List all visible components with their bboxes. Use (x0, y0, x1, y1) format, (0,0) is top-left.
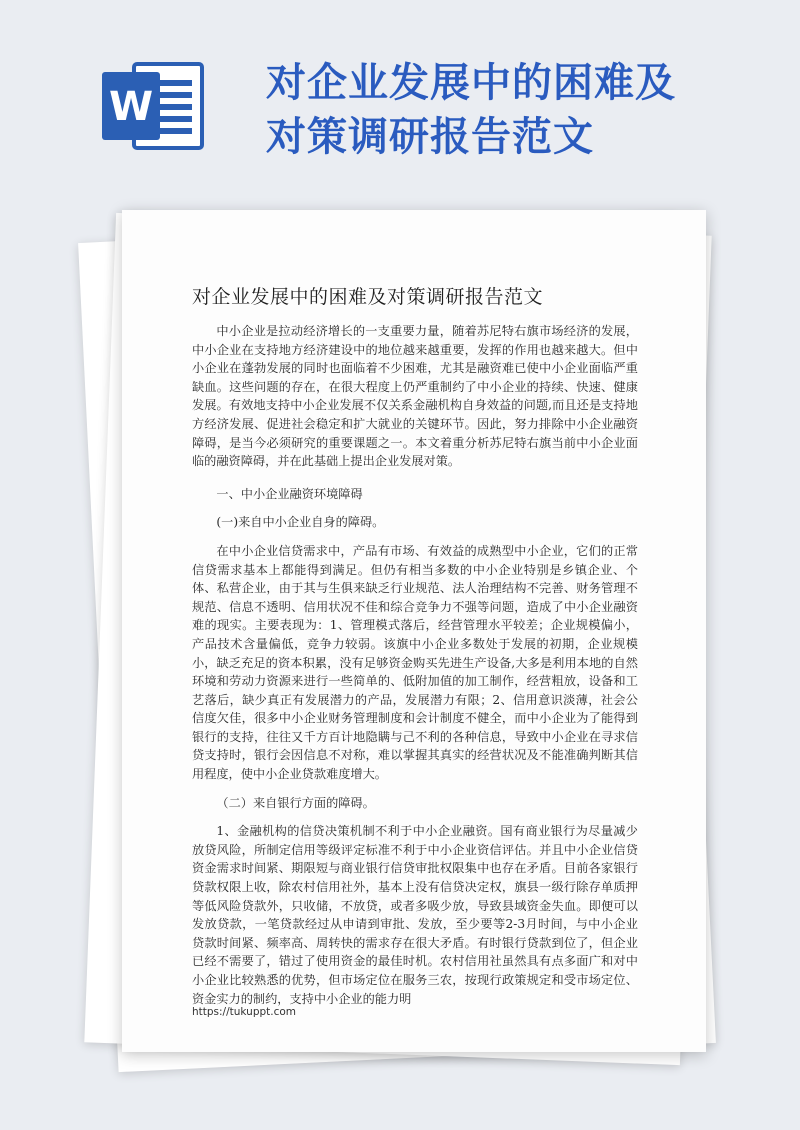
subsection-heading: （二）来自银行方面的障碍。 (216, 795, 375, 810)
source-url: https://tukuppt.com (192, 1006, 297, 1018)
page-title-line-1: 对企业发展中的困难及 (266, 60, 676, 106)
word-icon-letter: W (108, 84, 154, 130)
section-heading: 一、中小企业融资环境障碍 (216, 486, 363, 501)
page-title (266, 56, 786, 164)
page-header (0, 0, 800, 200)
intro-paragraph: 中小企业是拉动经济增长的一支重要力量，随着苏尼特右旗市场经济的发展，中小企业在支持地方经济建设中的地位越来越重要，发挥的作用也越来越大。但中小企业在蓬勃发展的同时也面临着不少困难，尤其是融资难已使中小企业面临严重缺血。这些问题的存在，在很大程度上仍严重制约了中小企业的持续、快速、健康发展。有效地支持中小企业发展不仅关系金融机构自身效益的问题,而且还是支持地方经济发展、促进社会稳定和扩大就业的关键环节。因此，努力排除中小企业融资障碍，是当今必须研究的重要课题之一。本文着重分析苏尼特右旗当前中小企业面临的融资障碍，并在此基础上提出企业发展对策。 (192, 324, 638, 469)
subsection-heading: (一)来自中小企业自身的障碍。 (216, 515, 385, 530)
page-title-line-2: 对策调研报告范文 (266, 114, 594, 160)
document-body (192, 322, 638, 1008)
word-document-icon (100, 58, 208, 154)
body-paragraph: 在中小企业信贷需求中，产品有市场、有效益的成熟型中小企业，它们的正常信贷需求基本上都能得到满足。但仍有相当多数的中小企业特别是乡镇企业、个体、私营企业，由于其与生俱来缺乏行业规范、法人治理结构不完善、财务管理不规范、信息不透明、信用状况不佳和综合竞争力不强等问题，造成了中小企业融资难的现实。主要表现为：1、管理模式落后，经营管理水平较差；企业规模偏小，产品技术含量偏低，竞争力较弱。该旗中小企业多数处于发展的初期，企业规模小，缺乏充足的资本积累，没有足够资金购买先进生产设备,大多是利用本地的自然环境和劳动力资源来进行一些简单的、低附加值的加工制作，经营粗放，设备和工艺落后，缺少真正有发展潜力的产品，发展潜力有限；2、信用意识淡薄，社会公信度欠佳，很多中小企业财务管理制度和会计制度不健全，而中小企业为了能得到银行的支持，往往又千方百计地隐瞒与己不利的各种信息，导致中小企业在寻求信贷支持时，银行会因信息不对称，难以掌握其真实的经营状况及不能准确判断其信用程度，使中小企业贷款难度增大。 (192, 543, 638, 782)
body-paragraph: 1、金融机构的信贷决策机制不利于中小企业融资。国有商业银行为尽量减少放贷风险，所制定信用等级评定标准不利于中小企业资信评估。并且中小企业信贷资金需求时间紧、期限短与商业银行信贷审批权限集中也存在矛盾。目前各家银行贷款权限上收，除农村信用社外，基本上没有信贷决定权，旗县一级行除存单质押等低风险贷款外，只收储，不放贷，或者多吸少放，导致县域资金失血。即便可以发放贷款，一笔贷款经过从申请到审批、发放，至少要等2-3月时间，与中小企业贷款时间紧、频率高、周转快的需求存在很大矛盾。有时银行贷款到位了，但企业已经不需要了，错过了使用资金的最佳时机。农村信用社虽然具有点多面广和对中小企业比较熟悉的优势，但市场定位在服务三农，按现行政策规定和受市场定位、资金实力的制约，支持中小企业的能力明 (192, 824, 638, 1006)
document-title: 对企业发展中的困难及对策调研报告范文 (192, 286, 544, 308)
document-page (122, 210, 706, 1052)
